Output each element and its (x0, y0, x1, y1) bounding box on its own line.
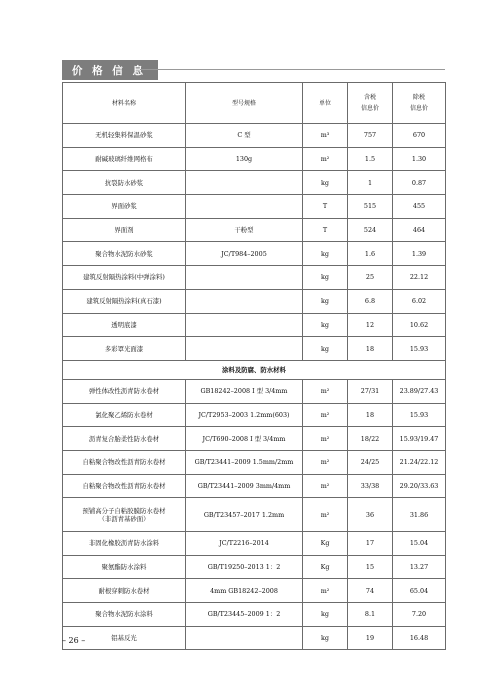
cell-price-incl: 6.8 (348, 289, 393, 313)
cell-price-incl: 36 (348, 498, 393, 532)
cell-unit: m³ (303, 124, 348, 148)
cell-name: 自粘聚合物改性沥青防水卷材 (63, 474, 186, 498)
cell-unit: kg (303, 289, 348, 313)
cell-price-incl: 1.5 (348, 147, 393, 171)
cell-spec (186, 266, 303, 290)
cell-price-incl: 24/25 (348, 450, 393, 474)
cell-price-excl: 670 (393, 124, 446, 148)
cell-price-excl: 455 (393, 195, 446, 219)
page-number: – 26 – (62, 636, 86, 645)
cell-price-incl: 27/31 (348, 379, 393, 403)
cell-price-excl: 23.89/27.43 (393, 379, 446, 403)
cell-name: 聚合物水泥防水砂浆 (63, 242, 186, 266)
header-material-name: 材料名称 (63, 83, 186, 124)
cell-unit: Kg (303, 555, 348, 579)
cell-spec: GB/T23457–2017 1.2mm (186, 498, 303, 532)
cell-name: 铝基反光 (63, 626, 186, 650)
cell-spec (186, 289, 303, 313)
cell-price-excl: 6.02 (393, 289, 446, 313)
section-header (62, 60, 158, 80)
section-row (63, 360, 446, 379)
section-header-title: 价 格 信 息 (62, 60, 158, 80)
cell-spec (186, 626, 303, 650)
price-table (62, 82, 446, 650)
cell-unit: m² (303, 450, 348, 474)
cell-unit: m² (303, 147, 348, 171)
table-row (63, 289, 446, 313)
cell-price-excl: 16.48 (393, 626, 446, 650)
cell-name: 预铺高分子自粘胶膜防水卷材 （非沥青基砂面） (63, 498, 186, 532)
cell-price-incl: 524 (348, 218, 393, 242)
table-row (63, 218, 446, 242)
cell-price-excl: 15.93 (393, 337, 446, 361)
cell-price-incl: 18 (348, 337, 393, 361)
cell-unit: m² (303, 579, 348, 603)
cell-spec (186, 195, 303, 219)
cell-name: 沥青复合胎柔性防水卷材 (63, 427, 186, 451)
cell-spec (186, 313, 303, 337)
table-row (63, 555, 446, 579)
table-row (63, 337, 446, 361)
cell-name: 非固化橡胶沥青防水涂料 (63, 531, 186, 555)
cell-price-excl: 21.24/22.12 (393, 450, 446, 474)
header-tax-exclusive-price: 除税 信息价 (393, 83, 446, 124)
cell-spec (186, 171, 303, 195)
table-row (63, 242, 446, 266)
table-row (63, 531, 446, 555)
cell-price-incl: 19 (348, 626, 393, 650)
table-row (63, 579, 446, 603)
cell-unit: kg (303, 337, 348, 361)
cell-price-excl: 1.39 (393, 242, 446, 266)
cell-spec: 4mm GB18242–2008 (186, 579, 303, 603)
table-row (63, 313, 446, 337)
table-header-row (63, 83, 446, 124)
cell-price-excl: 65.04 (393, 579, 446, 603)
cell-price-excl: 29.20/33.63 (393, 474, 446, 498)
cell-price-incl: 12 (348, 313, 393, 337)
cell-price-excl: 15.04 (393, 531, 446, 555)
table-row (63, 403, 446, 427)
cell-unit: Kg (303, 531, 348, 555)
cell-spec: GB/T23441–2009 1.5mm/2mm (186, 450, 303, 474)
table-row (63, 124, 446, 148)
cell-price-incl: 8.1 (348, 602, 393, 626)
cell-spec (186, 337, 303, 361)
cell-price-excl: 10.62 (393, 313, 446, 337)
cell-spec: JC/T2216–2014 (186, 531, 303, 555)
cell-price-excl: 7.20 (393, 602, 446, 626)
header-rule (140, 69, 445, 70)
cell-price-incl: 74 (348, 579, 393, 603)
cell-spec: GB/T19250–2013 1：2 (186, 555, 303, 579)
cell-unit: m² (303, 498, 348, 532)
cell-spec: JC/T690–2008 Ⅰ 型 3/4mm (186, 427, 303, 451)
cell-price-incl: 15 (348, 555, 393, 579)
cell-unit: kg (303, 313, 348, 337)
cell-unit: m² (303, 427, 348, 451)
table-row (63, 427, 446, 451)
cell-name: 自粘聚合物改性沥青防水卷材 (63, 450, 186, 474)
cell-spec: C 型 (186, 124, 303, 148)
cell-name: 界面砂浆 (63, 195, 186, 219)
table-row (63, 171, 446, 195)
cell-unit: m² (303, 403, 348, 427)
cell-name: 耐根穿刺防水卷材 (63, 579, 186, 603)
cell-price-incl: 17 (348, 531, 393, 555)
cell-unit: kg (303, 626, 348, 650)
cell-price-excl: 31.86 (393, 498, 446, 532)
cell-unit: T (303, 195, 348, 219)
header-spec: 型号规格 (186, 83, 303, 124)
cell-price-incl: 25 (348, 266, 393, 290)
table-row (63, 379, 446, 403)
cell-price-excl: 15.93 (393, 403, 446, 427)
cell-price-incl: 1 (348, 171, 393, 195)
header-unit: 单位 (303, 83, 348, 124)
cell-price-incl: 757 (348, 124, 393, 148)
cell-spec: GB/T23445–2009 1：2 (186, 602, 303, 626)
cell-price-excl: 13.27 (393, 555, 446, 579)
cell-unit: kg (303, 266, 348, 290)
cell-name: 建筑反射隔热涂料(中弹涂料) (63, 266, 186, 290)
cell-name: 聚合物水泥防水涂料 (63, 602, 186, 626)
cell-unit: kg (303, 602, 348, 626)
cell-spec: 干粉型 (186, 218, 303, 242)
cell-unit: m² (303, 474, 348, 498)
cell-unit: kg (303, 242, 348, 266)
cell-unit: kg (303, 171, 348, 195)
cell-name: 抗裂防水砂浆 (63, 171, 186, 195)
section-title: 涂料及防腐、防水材料 (63, 360, 446, 379)
table-row (63, 474, 446, 498)
table-row (63, 266, 446, 290)
cell-name: 无机轻集料保温砂浆 (63, 124, 186, 148)
table-row (63, 147, 446, 171)
table-row (63, 602, 446, 626)
cell-unit: m² (303, 379, 348, 403)
cell-name: 多彩罩光面漆 (63, 337, 186, 361)
cell-price-excl: 0.87 (393, 171, 446, 195)
cell-name: 透明底漆 (63, 313, 186, 337)
table-row (63, 450, 446, 474)
cell-price-incl: 18 (348, 403, 393, 427)
cell-name: 聚氨酯防水涂料 (63, 555, 186, 579)
cell-name: 界面剂 (63, 218, 186, 242)
cell-spec: JC/T2953–2003 1.2mm(603) (186, 403, 303, 427)
cell-unit: T (303, 218, 348, 242)
cell-price-incl: 33/38 (348, 474, 393, 498)
cell-name: 氯化聚乙烯防水卷材 (63, 403, 186, 427)
cell-spec: JC/T984–2005 (186, 242, 303, 266)
cell-name: 建筑反射隔热涂料(真石漆) (63, 289, 186, 313)
table-row (63, 498, 446, 532)
table-row (63, 195, 446, 219)
cell-price-incl: 1.6 (348, 242, 393, 266)
cell-price-excl: 15.93/19.47 (393, 427, 446, 451)
table-row (63, 626, 446, 650)
cell-price-incl: 18/22 (348, 427, 393, 451)
cell-spec: GB/T23441–2009 3mm/4mm (186, 474, 303, 498)
cell-spec: 130g (186, 147, 303, 171)
header-tax-inclusive-price: 含税 信息价 (348, 83, 393, 124)
cell-price-excl: 464 (393, 218, 446, 242)
cell-name: 弹性体改性沥青防水卷材 (63, 379, 186, 403)
cell-price-incl: 515 (348, 195, 393, 219)
cell-price-excl: 22.12 (393, 266, 446, 290)
cell-spec: GB18242–2008 Ⅰ 型 3/4mm (186, 379, 303, 403)
cell-price-excl: 1.30 (393, 147, 446, 171)
cell-name: 耐碱玻璃纤维网格布 (63, 147, 186, 171)
